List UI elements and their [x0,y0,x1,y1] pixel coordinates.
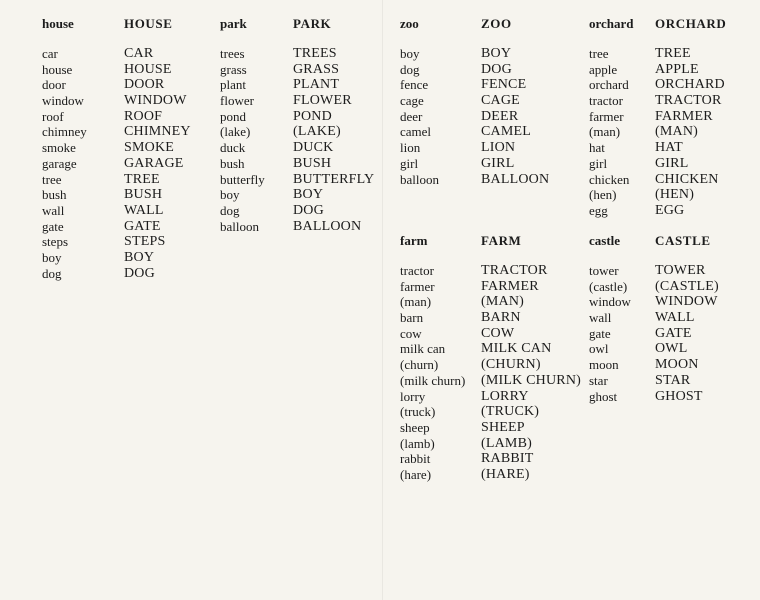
word-item: orchard [589,77,629,93]
word-item: WALL [124,202,164,218]
group-orchard [589,16,754,226]
word-item: STEPS [124,234,166,250]
word-item: boy [220,187,240,203]
word-item: window [42,93,84,109]
word-item: BUTTERFLY [293,171,375,187]
word-item: bush [220,155,245,171]
word-item: GARAGE [124,155,184,171]
word-item: (hen) [589,187,617,203]
word-item: camel [400,124,432,140]
word-item: tower [589,263,619,278]
word-item: garage [42,155,77,171]
heading-zoo-upper: ZOO [481,16,512,31]
word-item: owl [589,341,609,357]
word-item: TREES [293,46,337,61]
word-item: (castle) [589,278,628,294]
heading-house-upper: HOUSE [124,16,173,31]
word-item: BUSH [293,155,332,171]
word-item: cow [400,325,422,341]
word-item: chicken [589,171,630,187]
word-item: door [42,77,66,93]
word-item: SHEEP [481,419,525,435]
word-item: deer [400,108,423,124]
word-list-house [42,46,87,281]
word-item: balloon [220,218,259,234]
word-item: (churn) [400,357,439,373]
word-list-farm-upper [481,263,581,483]
word-item: WINDOW [655,294,718,310]
word-item: tractor [589,93,623,109]
word-item: apple [589,61,618,77]
word-item: DOG [124,265,155,281]
word-item: CAGE [481,93,520,109]
word-item: BARN [481,310,521,326]
word-item: DEER [481,108,519,124]
word-item: girl [589,155,608,171]
word-item: BALLOON [481,171,550,187]
word-item: fence [400,77,429,93]
word-list-farm [400,263,465,483]
word-item: plant [220,77,246,93]
word-item: dog [42,265,62,281]
word-item: MILK CAN [481,341,552,357]
word-item: gate [589,325,611,341]
word-item: ROOF [124,108,163,124]
word-item: (man) [589,124,621,140]
group-castle [589,233,754,423]
word-item: smoke [42,140,76,156]
word-item: dog [220,202,240,218]
word-item: bush [42,187,67,203]
word-item: duck [220,140,246,156]
word-item: WINDOW [124,93,187,109]
word-item: trees [220,46,245,61]
word-item: lorry [400,388,426,404]
word-item: wall [589,310,612,326]
word-item: (lamb) [400,435,435,451]
word-item: (HEN) [655,187,695,203]
word-item: (truck) [400,404,436,420]
word-item: GRASS [293,61,340,77]
word-item: grass [220,61,247,77]
word-item: cage [400,93,424,109]
word-item: house [42,61,73,77]
page-fold [382,0,383,600]
word-list-zoo [400,46,439,187]
word-item: (HARE) [481,466,530,482]
word-item: FARMER [481,278,539,294]
word-list-orchard [589,46,629,219]
word-item: BUSH [124,187,163,203]
word-item: moon [589,357,619,373]
word-item: HAT [655,140,683,156]
word-item: flower [220,93,254,109]
word-item: boy [42,249,62,265]
group-zoo [400,16,585,206]
word-item: (lake) [220,124,251,140]
word-item: CHICKEN [655,171,719,187]
word-item: OWL [655,341,688,357]
word-item: tree [42,171,62,187]
word-item: BOY [124,249,155,265]
word-item: APPLE [655,61,699,77]
word-item: CAR [124,46,154,61]
word-item: pond [220,108,246,124]
word-item: window [589,294,631,310]
word-item: boy [400,46,420,61]
word-item: hat [589,140,605,156]
word-list-orchard-upper [655,46,725,219]
word-list-castle [589,263,631,404]
word-item: MOON [655,357,699,373]
word-item: POND [293,108,332,124]
word-item: tractor [400,263,434,278]
word-item: GIRL [655,155,689,171]
word-list-house-upper [124,46,191,281]
word-item: balloon [400,171,439,187]
word-item: girl [400,155,419,171]
word-item: DUCK [293,140,334,156]
word-item: DOG [293,202,324,218]
heading-farm-upper: FARM [481,233,522,248]
word-item: RABBIT [481,451,534,467]
word-item: sheep [400,419,430,435]
word-item: STAR [655,372,691,388]
heading-orchard-upper: ORCHARD [655,16,727,31]
word-item: (milk churn) [400,372,466,388]
word-item: ghost [589,388,618,404]
word-item: FLOWER [293,93,352,109]
word-item: GHOST [655,388,703,404]
heading-house: house [42,16,74,31]
word-item: DOG [481,61,512,77]
word-item: tree [589,46,609,61]
word-item: lion [400,140,421,156]
word-item: car [42,46,58,61]
word-item: COW [481,325,515,341]
word-item: dog [400,61,420,77]
word-item: rabbit [400,451,431,467]
word-item: egg [589,202,608,218]
word-item: HOUSE [124,61,172,77]
word-list-castle-upper [655,263,719,404]
word-item: FENCE [481,77,527,93]
word-item: (hare) [400,466,432,482]
word-item: chimney [42,124,87,140]
word-item: (CHURN) [481,357,541,373]
word-item: wall [42,202,65,218]
word-list-park-upper [293,46,374,234]
word-item: BOY [293,187,324,203]
word-item: TREE [124,171,160,187]
group-park [220,16,380,256]
word-list-park [220,46,265,234]
word-item: DOOR [124,77,165,93]
word-item: BOY [481,46,512,61]
word-item: (LAMB) [481,435,532,451]
word-item: ORCHARD [655,77,725,93]
word-item: SMOKE [124,140,175,156]
word-item: TREE [655,46,691,61]
word-item: CHIMNEY [124,124,191,140]
heading-castle-upper: CASTLE [655,233,711,248]
word-item: LION [481,140,516,156]
word-list-zoo-upper [481,46,549,187]
word-item: roof [42,108,64,124]
word-item: farmer [400,278,435,294]
word-item: (LAKE) [293,124,341,140]
word-item: (CASTLE) [655,278,719,294]
word-item: PLANT [293,77,340,93]
heading-farm: farm [400,233,428,248]
word-item: (MILK CHURN) [481,372,582,388]
word-item: farmer [589,108,624,124]
heading-castle: castle [589,233,621,248]
word-item: GATE [655,325,692,341]
word-item: FARMER [655,108,713,124]
heading-park-upper: PARK [293,16,332,31]
word-item: (TRUCK) [481,404,540,420]
word-item: TOWER [655,263,706,278]
word-item: TRACTOR [655,93,722,109]
word-item: TRACTOR [481,263,548,278]
word-item: LORRY [481,388,529,404]
word-item: GATE [124,218,161,234]
word-item: steps [42,234,68,250]
word-item: butterfly [220,171,265,187]
group-farm [400,233,585,493]
word-item: GIRL [481,155,515,171]
word-item: star [589,372,608,388]
word-item: CAMEL [481,124,531,140]
word-item: barn [400,310,424,326]
word-item: (MAN) [481,294,524,310]
word-item: gate [42,218,64,234]
word-item: (man) [400,294,432,310]
heading-orchard: orchard [589,16,634,31]
word-item: (MAN) [655,124,698,140]
word-item: WALL [655,310,695,326]
word-item: milk can [400,341,446,357]
heading-park: park [220,16,247,31]
word-item: BALLOON [293,218,362,234]
heading-zoo: zoo [400,16,419,31]
word-item: EGG [655,202,685,218]
